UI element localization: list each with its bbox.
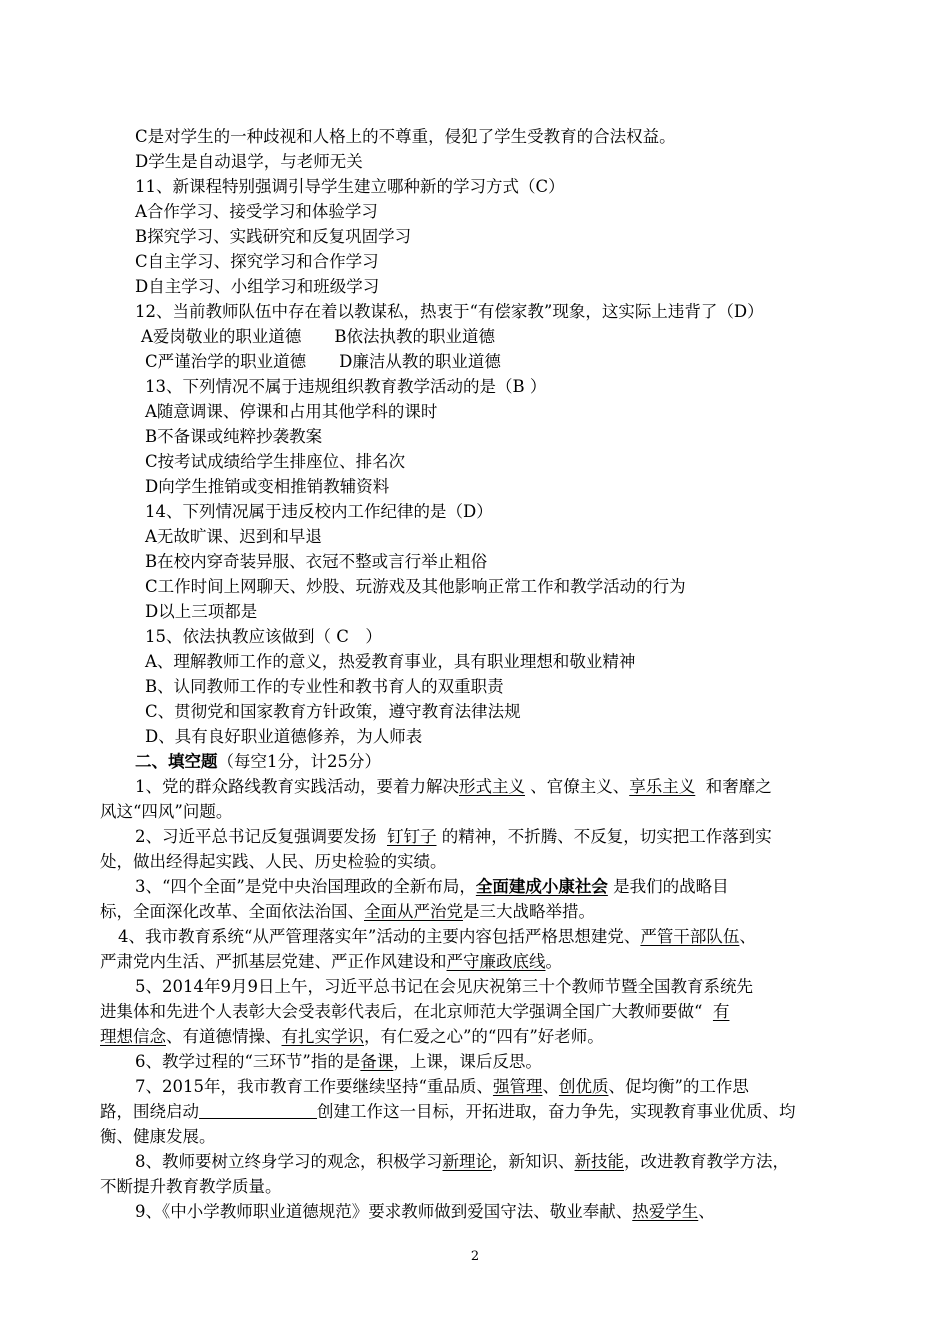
answer: 新理论 bbox=[442, 1152, 492, 1171]
fill-line bbox=[135, 775, 772, 799]
fill-text: 。 bbox=[545, 952, 562, 971]
fill-text: ，改进教育教学方法， bbox=[624, 1152, 789, 1171]
fill-text: ，有仁爱之心”的“四有”好老师。 bbox=[364, 1027, 604, 1046]
fill-line: 衡、健康发展。 bbox=[100, 1127, 216, 1146]
question-line: 11、新课程特别强调引导学生建立哪种新的学习方式（C） bbox=[135, 177, 565, 196]
fill-text: 创建工作这一目标，开拓进取，奋力争先，实现教育事业优质、均 bbox=[317, 1102, 796, 1121]
section-heading-note: （每空1分，计25分） bbox=[217, 752, 381, 771]
fill-line bbox=[118, 925, 756, 949]
fill-line bbox=[100, 900, 595, 924]
blank-field bbox=[199, 1102, 317, 1119]
fill-text: 、官僚主义、 bbox=[530, 777, 630, 796]
section-heading bbox=[135, 750, 381, 774]
answer: 全面建成小康社会 bbox=[475, 877, 608, 896]
option-line: C自主学习、探究学习和合作学习 bbox=[135, 252, 379, 271]
fill-text: 2、习近平总书记反复强调要发扬 bbox=[135, 827, 377, 846]
fill-text: 的精神，不折腾、不反复，切实把工作落到实 bbox=[441, 827, 772, 846]
fill-text: 进集体和先进个人表彰大会受表彰代表后，在北京师范大学强调全国广大教师要做“ bbox=[100, 1002, 703, 1021]
answer: 理想信念 bbox=[100, 1027, 166, 1046]
section-heading-title: 二、填空题 bbox=[135, 752, 218, 771]
option-line: A合作学习、接受学习和体验学习 bbox=[135, 202, 378, 221]
answer: 严守廉政底线 bbox=[446, 952, 546, 971]
fill-text: 和奢靡之 bbox=[705, 777, 772, 796]
fill-text: 8、教师要树立终身学习的观念，积极学习 bbox=[135, 1152, 443, 1171]
question-line: 13、下列情况不属于违规组织教育教学活动的是（B ） bbox=[145, 377, 547, 396]
question-line: 14、下列情况属于违反校内工作纪律的是（D） bbox=[145, 502, 493, 521]
fill-line: 不断提升教育教学质量。 bbox=[100, 1177, 282, 1196]
option-line: C工作时间上网聊天、炒股、玩游戏及其他影响正常工作和教学活动的行为 bbox=[145, 577, 686, 596]
question-line: 12、当前教师队伍中存在着以教谋私，热衷于“有偿家教”现象，这实际上违背了（D） bbox=[135, 302, 764, 321]
fill-text: 、 bbox=[698, 1202, 715, 1221]
option-line: A无故旷课、迟到和早退 bbox=[145, 527, 322, 546]
fill-line bbox=[135, 1075, 749, 1099]
answer: 钉钉子 bbox=[387, 827, 437, 846]
fill-text: ，新知识、 bbox=[492, 1152, 575, 1171]
fill-text: 是我们的战略目 bbox=[613, 877, 729, 896]
option-line: B、认同教师工作的专业性和教书育人的双重职责 bbox=[145, 677, 504, 696]
option-line: D以上三项都是 bbox=[145, 602, 258, 621]
option-line: A、理解教师工作的意义，热爱教育事业，具有职业理想和敬业精神 bbox=[145, 652, 636, 671]
fill-line bbox=[100, 1025, 604, 1049]
fill-line bbox=[135, 1050, 542, 1074]
option-line: A爱岗敬业的职业道德 B依法执教的职业道德 bbox=[141, 327, 496, 346]
option-line: C是对学生的一种歧视和人格上的不尊重，侵犯了学生受教育的合法权益。 bbox=[135, 127, 676, 146]
option-line: B探究学习、实践研究和反复巩固学习 bbox=[135, 227, 412, 246]
option-line: D向学生推销或变相推销教辅资料 bbox=[145, 477, 390, 496]
fill-text: 、 bbox=[739, 927, 756, 946]
fill-text: 路，围绕启动 bbox=[100, 1102, 199, 1121]
fill-text: 3、“四个全面”是党中央治国理政的全新布局， bbox=[135, 877, 476, 896]
fill-text: 是三大战略举措。 bbox=[463, 902, 595, 921]
fill-text: 标，全面深化改革、全面依法治国、 bbox=[100, 902, 364, 921]
page-number: 2 bbox=[470, 1249, 480, 1264]
fill-line bbox=[135, 1200, 715, 1224]
fill-text: ，上课，课后反思。 bbox=[393, 1052, 542, 1071]
fill-line: 5、2014年9月9日上午，习近平总书记在会见庆祝第三十个教师节暨全国教育系统先 bbox=[135, 977, 753, 996]
fill-line bbox=[135, 1150, 789, 1174]
fill-text: 、有道德情操、 bbox=[166, 1027, 282, 1046]
answer: 形式主义 bbox=[459, 777, 525, 796]
fill-text: 4、我市教育系统“从严管理落实年”活动的主要内容包括严格思想建党、 bbox=[118, 927, 641, 946]
option-line: C严谨治学的职业道德 D廉洁从教的职业道德 bbox=[145, 352, 501, 371]
fill-text: 、 bbox=[542, 1077, 559, 1096]
option-line: D、具有良好职业道德修养，为人师表 bbox=[145, 727, 423, 746]
fill-line bbox=[135, 825, 772, 849]
answer: 享乐主义 bbox=[629, 777, 696, 796]
option-line: A随意调课、停课和占用其他学科的课时 bbox=[145, 402, 438, 421]
answer: 热爱学生 bbox=[632, 1202, 699, 1221]
option-line: D自主学习、小组学习和班级学习 bbox=[135, 277, 380, 296]
answer: 有扎实学识 bbox=[281, 1027, 364, 1046]
fill-line bbox=[135, 875, 729, 899]
fill-line: 处，做出经得起实践、人民、历史检验的实绩。 bbox=[100, 852, 447, 871]
answer: 强管理 bbox=[492, 1077, 543, 1096]
option-line: C、贯彻党和国家教育方针政策，遵守教育法律法规 bbox=[145, 702, 521, 721]
fill-text: 7、2015年，我市教育工作要继续坚持“重品质、 bbox=[135, 1077, 493, 1096]
answer: 创优质 bbox=[558, 1077, 609, 1096]
fill-line: 风这“四风”问题。 bbox=[100, 802, 233, 821]
option-line: B在校内穿奇装异服、衣冠不整或言行举止粗俗 bbox=[145, 552, 488, 571]
answer: 严管干部队伍 bbox=[640, 927, 740, 946]
option-line: B不备课或纯粹抄袭教案 bbox=[145, 427, 323, 446]
fill-line bbox=[100, 950, 562, 974]
answer: 全面从严治党 bbox=[364, 902, 463, 921]
fill-line bbox=[100, 1000, 729, 1024]
option-line: D学生是自动退学，与老师无关 bbox=[135, 152, 363, 171]
fill-text: 6、教学过程的“三环节”指的是 bbox=[135, 1052, 361, 1071]
answer: 新技能 bbox=[574, 1152, 624, 1171]
answer: 备课 bbox=[360, 1052, 394, 1071]
option-line: C按考试成绩给学生排座位、排名次 bbox=[145, 452, 406, 471]
fill-text: 、促均衡”的工作思 bbox=[608, 1077, 749, 1096]
fill-text: 9、《中小学教师职业道德规范》要求教师做到爱国守法、敬业奉献、 bbox=[135, 1202, 633, 1221]
fill-text: 严肃党内生活、严抓基层党建、严正作风建设和 bbox=[100, 952, 447, 971]
answer: 有 bbox=[712, 1002, 730, 1021]
fill-line bbox=[100, 1100, 796, 1124]
fill-text: 1、党的群众路线教育实践活动，要着力解决 bbox=[135, 777, 459, 796]
question-line: 15、依法执教应该做到（ C ） bbox=[145, 627, 382, 646]
